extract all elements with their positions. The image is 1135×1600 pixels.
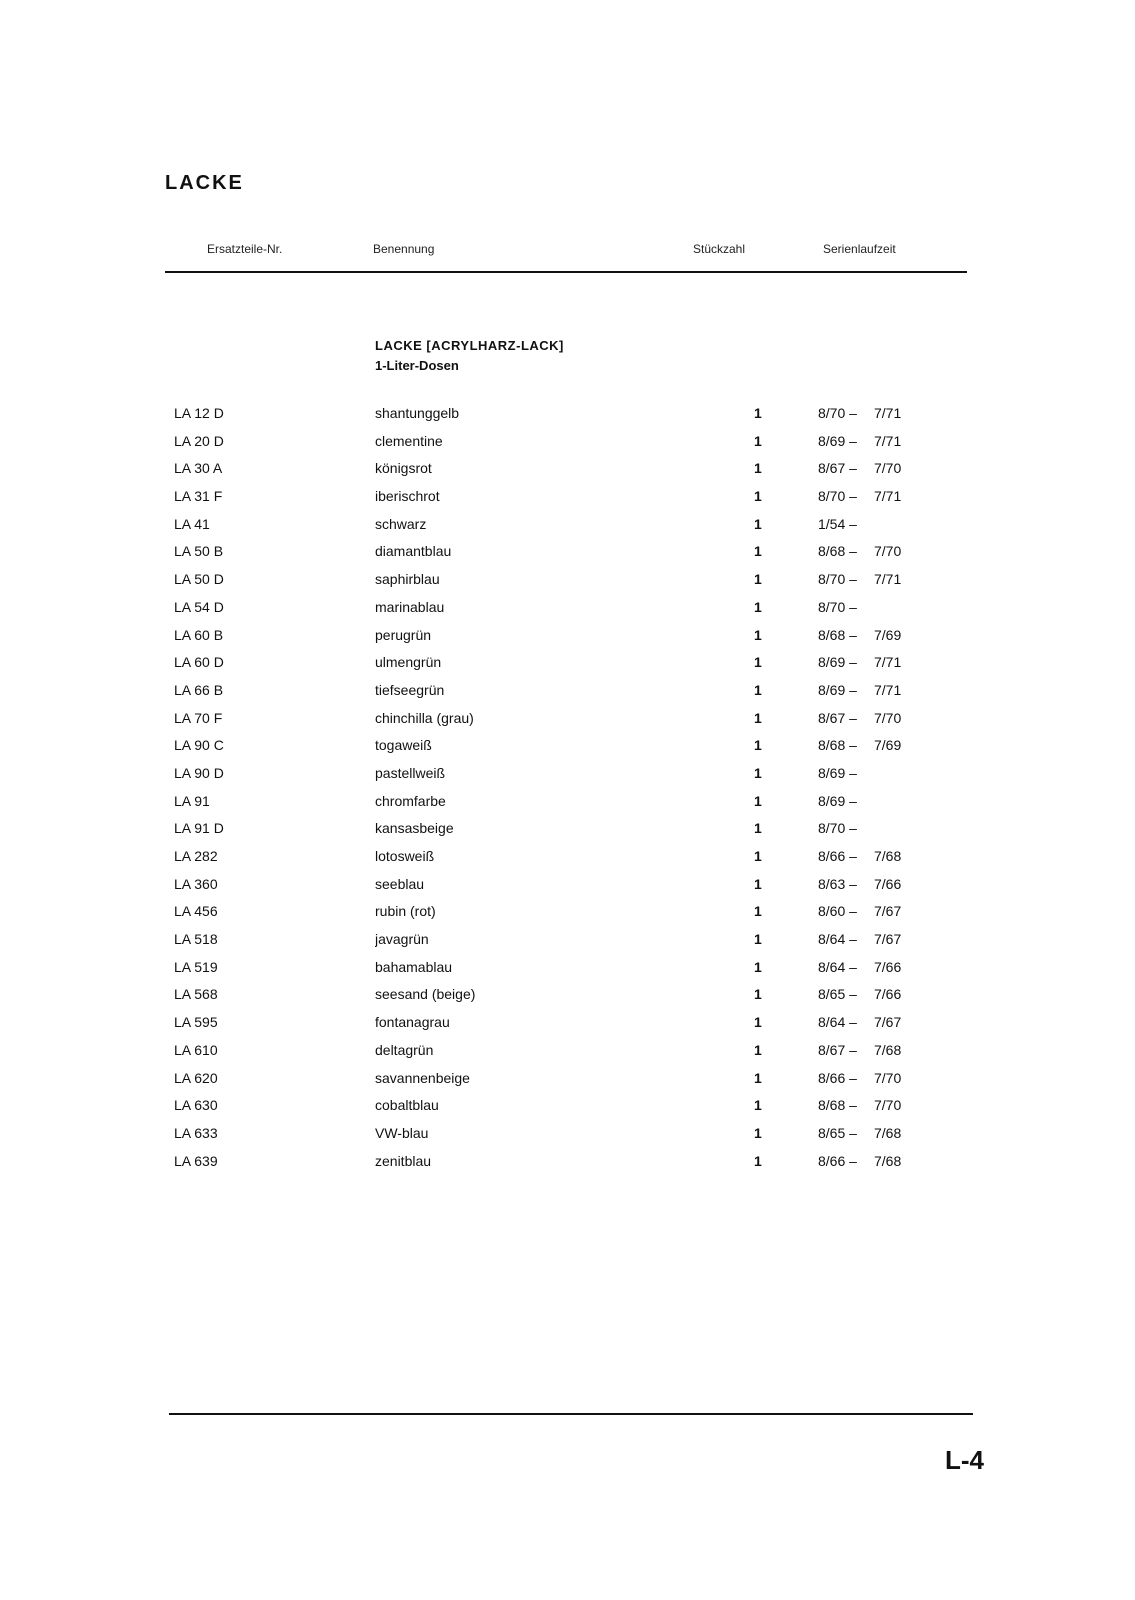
page-title: LACKE [165, 172, 244, 194]
table-row [0, 599, 1135, 627]
description-cell [375, 848, 736, 864]
part-number: LA 282 [174, 848, 218, 864]
description-cell [375, 1153, 736, 1169]
quantity: 1 [754, 1152, 762, 1169]
column-header-production-period: Serienlaufzeit [823, 242, 896, 256]
description: schwarz [375, 515, 427, 532]
period-from: 8/65 – [818, 1124, 857, 1141]
description-cell [375, 903, 736, 919]
quantity: 1 [754, 1014, 762, 1031]
period-to: 7/71 [874, 488, 902, 505]
description: togaweiß [375, 737, 432, 754]
part-number: LA 60 D [174, 654, 224, 671]
table-row [0, 737, 1135, 765]
table-row [0, 793, 1135, 821]
period-from: 8/68 – [818, 626, 857, 643]
table-row [0, 654, 1135, 682]
quantity: 1 [754, 654, 762, 671]
table-row [0, 848, 1135, 876]
period-from: 8/69 – [818, 792, 857, 809]
table-row [0, 1153, 1135, 1181]
description-cell [375, 793, 736, 809]
period-from: 8/64 – [818, 931, 857, 948]
section-title: LACKE [ACRYLHARZ-LACK] [375, 338, 564, 353]
description-cell [375, 820, 736, 836]
part-number: LA 595 [174, 1014, 218, 1031]
description-cell [375, 931, 736, 947]
period-to: 7/70 [874, 709, 902, 726]
description: shantunggelb [375, 405, 460, 421]
period-to: 7/68 [874, 848, 902, 864]
description: perugrün [375, 626, 432, 643]
description: seesand (beige) [375, 986, 476, 1003]
quantity: 1 [754, 515, 762, 532]
table-row [0, 710, 1135, 738]
table-row [0, 682, 1135, 710]
table-row [0, 433, 1135, 461]
period-to: 7/69 [874, 626, 902, 643]
period-from: 8/70 – [818, 405, 857, 421]
part-number: LA 60 B [174, 626, 224, 643]
quantity: 1 [754, 460, 762, 477]
period-from: 8/66 – [818, 848, 857, 864]
period-to: 7/71 [874, 654, 902, 671]
description-cell [375, 516, 736, 532]
quantity: 1 [754, 875, 762, 892]
description-cell [375, 1014, 736, 1030]
description-cell [375, 1125, 736, 1141]
description-cell [375, 737, 736, 753]
part-number: LA 360 [174, 875, 218, 892]
part-number: LA 31 F [174, 488, 223, 505]
quantity: 1 [754, 1041, 762, 1058]
part-number: LA 610 [174, 1041, 218, 1058]
period-to: 7/71 [874, 432, 902, 449]
column-header-description: Benennung [373, 242, 435, 256]
description: deltagrün [375, 1041, 434, 1058]
quantity: 1 [754, 764, 762, 781]
description-cell [375, 765, 736, 781]
description: chinchilla (grau) [375, 709, 474, 726]
description: seeblau [375, 875, 425, 892]
table-row [0, 820, 1135, 848]
period-to: 7/70 [874, 460, 902, 477]
description: cobaltblau [375, 1097, 439, 1114]
description: zenitblau [375, 1152, 432, 1169]
period-to: 7/70 [874, 1069, 902, 1086]
quantity: 1 [754, 1069, 762, 1086]
description: tiefseegrün [375, 681, 445, 698]
period-to: 7/67 [874, 1014, 902, 1031]
description-cell [375, 710, 736, 726]
quantity: 1 [754, 986, 762, 1003]
part-number: LA 518 [174, 931, 218, 948]
description-cell [375, 1070, 736, 1086]
period-from: 8/67 – [818, 460, 857, 477]
footer-divider [169, 1413, 973, 1415]
description: lotosweiß [375, 848, 435, 864]
period-to: 7/68 [874, 1152, 902, 1169]
part-number: LA 66 B [174, 681, 224, 698]
header-divider [165, 271, 967, 273]
description: fontanagrau [375, 1014, 450, 1031]
period-from: 8/69 – [818, 654, 857, 671]
quantity: 1 [754, 1097, 762, 1114]
part-number: LA 50 D [174, 571, 224, 588]
period-to: 7/68 [874, 1041, 902, 1058]
description: VW-blau [375, 1124, 429, 1141]
description: pastellweiß [375, 764, 446, 781]
period-to: 7/70 [874, 1097, 902, 1114]
description: ulmengrün [375, 654, 442, 671]
quantity: 1 [754, 626, 762, 643]
period-from: 8/68 – [818, 1097, 857, 1114]
quantity: 1 [754, 681, 762, 698]
quantity: 1 [754, 488, 762, 505]
quantity: 1 [754, 848, 762, 864]
description-cell [375, 488, 736, 504]
table-row [0, 571, 1135, 599]
table-row [0, 1014, 1135, 1042]
table-row [0, 1042, 1135, 1070]
period-to: 7/68 [874, 1124, 902, 1141]
table-row [0, 488, 1135, 516]
part-number: LA 50 B [174, 543, 224, 560]
description-cell [375, 959, 736, 975]
period-from: 8/64 – [818, 958, 857, 975]
part-number: LA 568 [174, 986, 218, 1003]
description: savannenbeige [375, 1069, 470, 1086]
period-to: 7/66 [874, 986, 902, 1003]
period-from: 8/60 – [818, 903, 857, 920]
period-from: 8/65 – [818, 986, 857, 1003]
table-row [0, 516, 1135, 544]
period-from: 8/70 – [818, 820, 857, 837]
part-number: LA 41 [174, 515, 210, 532]
part-number: LA 20 D [174, 432, 224, 449]
description-cell [375, 627, 736, 643]
description-cell [375, 1097, 736, 1113]
part-number: LA 12 D [174, 405, 224, 421]
period-from: 8/70 – [818, 598, 857, 615]
description-cell [375, 571, 736, 587]
period-to: 7/70 [874, 543, 902, 560]
period-from: 8/69 – [818, 681, 857, 698]
period-to: 7/69 [874, 737, 902, 754]
period-from: 8/63 – [818, 875, 857, 892]
period-from: 8/69 – [818, 432, 857, 449]
description: chromfarbe [375, 792, 446, 809]
table-row [0, 1097, 1135, 1125]
description: clementine [375, 432, 443, 449]
table-row [0, 543, 1135, 571]
table-row [0, 959, 1135, 987]
table-row [0, 1070, 1135, 1098]
part-number: LA 90 D [174, 764, 224, 781]
part-number: LA 456 [174, 903, 218, 920]
quantity: 1 [754, 792, 762, 809]
table-row [0, 627, 1135, 655]
period-from: 8/66 – [818, 1152, 857, 1169]
period-from: 8/67 – [818, 1041, 857, 1058]
column-header-quantity: Stückzahl [693, 242, 746, 256]
period-to: 7/71 [874, 571, 902, 588]
description-cell [375, 682, 736, 698]
table-row [0, 903, 1135, 931]
period-to: 7/71 [874, 681, 902, 698]
description-cell [375, 433, 736, 449]
quantity: 1 [754, 737, 762, 754]
period-from: 1/54 – [818, 515, 857, 532]
period-to: 7/66 [874, 875, 902, 892]
description-cell [375, 460, 736, 476]
table-row [0, 460, 1135, 488]
period-to: 7/71 [874, 405, 902, 421]
period-from: 8/69 – [818, 764, 857, 781]
table-row [0, 986, 1135, 1014]
column-header-part-number: Ersatzteile-Nr. [207, 242, 283, 256]
page-number: L-4 [945, 1445, 984, 1475]
part-number: LA 91 D [174, 820, 224, 837]
description: marinablau [375, 598, 445, 615]
part-number: LA 639 [174, 1152, 218, 1169]
section-subtitle: 1-Liter-Dosen [375, 358, 459, 373]
period-from: 8/70 – [818, 488, 857, 505]
part-number: LA 630 [174, 1097, 218, 1114]
part-number: LA 91 [174, 792, 210, 809]
part-number: LA 30 A [174, 460, 223, 477]
table-row [0, 1125, 1135, 1153]
description: kansasbeige [375, 820, 454, 837]
quantity: 1 [754, 1124, 762, 1141]
quantity: 1 [754, 709, 762, 726]
description: saphirblau [375, 571, 440, 588]
description-cell [375, 654, 736, 670]
period-to: 7/67 [874, 903, 902, 920]
description-cell [375, 599, 736, 615]
part-number: LA 54 D [174, 598, 224, 615]
quantity: 1 [754, 958, 762, 975]
quantity: 1 [754, 432, 762, 449]
description: javagrün [375, 931, 429, 948]
quantity: 1 [754, 543, 762, 560]
quantity: 1 [754, 931, 762, 948]
description: diamantblau [375, 543, 452, 560]
description-cell [375, 405, 736, 421]
quantity: 1 [754, 903, 762, 920]
part-number: LA 90 C [174, 737, 224, 754]
part-number: LA 70 F [174, 709, 223, 726]
table-row [0, 931, 1135, 959]
description-cell [375, 986, 736, 1002]
period-from: 8/66 – [818, 1069, 857, 1086]
period-to: 7/66 [874, 958, 902, 975]
description-cell [375, 876, 736, 892]
period-from: 8/64 – [818, 1014, 857, 1031]
quantity: 1 [754, 571, 762, 588]
period-to: 7/67 [874, 931, 902, 948]
quantity: 1 [754, 598, 762, 615]
description: iberischrot [375, 488, 440, 505]
table-row [0, 405, 1135, 433]
period-from: 8/70 – [818, 571, 857, 588]
description-cell [375, 1042, 736, 1058]
description: königsrot [375, 460, 432, 477]
description: bahamablau [375, 958, 453, 975]
description: rubin (rot) [375, 903, 436, 920]
parts-table [0, 405, 1135, 1180]
period-from: 8/67 – [818, 709, 857, 726]
period-from: 8/68 – [818, 737, 857, 754]
quantity: 1 [754, 820, 762, 837]
quantity: 1 [754, 405, 762, 421]
description-cell [375, 543, 736, 559]
table-row [0, 876, 1135, 904]
part-number: LA 519 [174, 958, 218, 975]
part-number: LA 633 [174, 1124, 218, 1141]
table-row [0, 765, 1135, 793]
period-from: 8/68 – [818, 543, 857, 560]
part-number: LA 620 [174, 1069, 218, 1086]
